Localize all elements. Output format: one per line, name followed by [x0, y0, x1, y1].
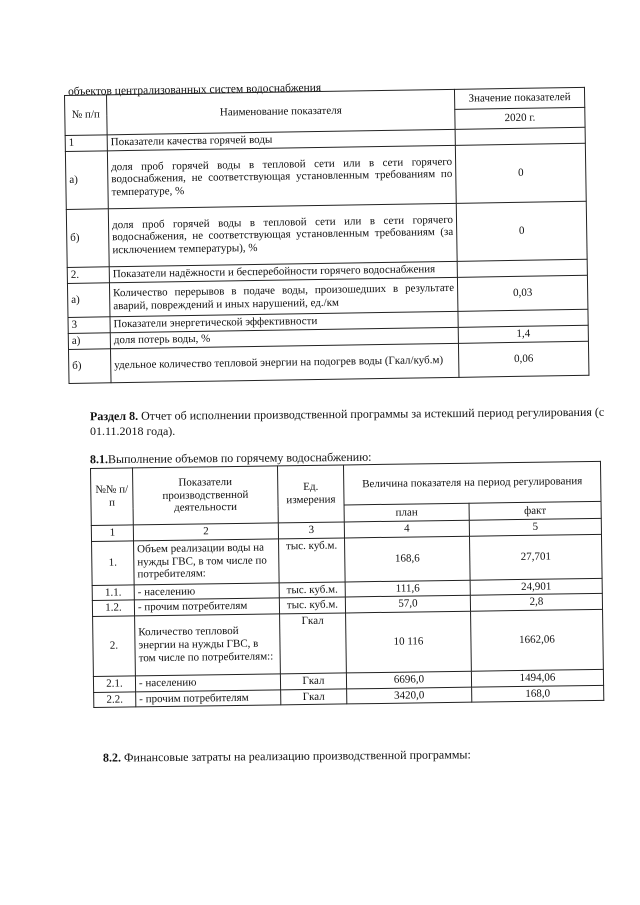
indicators-table	[64, 87, 589, 384]
row-fact: 1662,06	[471, 609, 604, 671]
row-num: 1.	[92, 541, 135, 586]
row-num: 2.	[67, 267, 109, 284]
row-plan: 10 116	[346, 611, 472, 673]
row-unit: тыс. куб.м.	[279, 582, 345, 599]
idx-cell: 1	[91, 525, 133, 541]
row-plan: 111,6	[345, 580, 470, 597]
subsection-82	[103, 747, 471, 765]
row-num: 1.2.	[92, 600, 134, 616]
subsection-81-label: 8.1.	[89, 452, 109, 467]
section8-text2: 01.11.2018 года).	[90, 424, 176, 438]
col-year-header: 2020 г.	[455, 107, 585, 129]
row-value: 1,4	[458, 325, 588, 343]
row-num: 1.1.	[92, 585, 134, 601]
section-title: Показатели качества горячей воды	[107, 129, 455, 150]
row-name: доля проб горячей воды в тепловой сети или в сети горячего водоснабжения, не соответствующая установленным требованиям по температуре, %	[107, 145, 456, 208]
row-name: - населению	[134, 583, 279, 601]
section8-label: Раздел 8.	[89, 408, 139, 424]
idx-cell: 4	[344, 520, 469, 537]
subsection-82-text: Финансовые затраты на реализацию производственной программы:	[120, 747, 471, 765]
row-name: - прочим потребителям	[136, 689, 281, 707]
row-num: б)	[66, 209, 109, 268]
row-plan: 6696,0	[346, 671, 471, 688]
section8-text: Отчет об исполнении производственной программы за истекший период регулирования (с	[138, 404, 605, 423]
idx-cell: 3	[278, 522, 344, 539]
h-plan: план	[344, 503, 469, 522]
row-num: 1	[65, 135, 107, 152]
row-value: 0,06	[458, 341, 589, 377]
row-fact: 168,0	[472, 685, 604, 702]
section8-heading	[90, 405, 604, 424]
row-name: удельное количество тепловой энергии на подогрев воды (Гкал/куб.м)	[110, 343, 458, 382]
row-fact: 2,8	[470, 594, 602, 611]
col-num-header: № п/п	[65, 95, 108, 136]
section-title: Показатели надёжности и бесперебойности горячего водоснабжения	[109, 261, 457, 282]
row-name: доля проб горячей воды в тепловой сети или в сети горячего водоснабжения, не соответствующая установленным требованиям (за исключением температуры), %	[108, 203, 457, 266]
col-value-header: Значение показателей	[454, 87, 584, 109]
row-plan: 168,6	[344, 536, 470, 582]
row-value: 0	[456, 201, 587, 261]
row-name: Количество тепловой энергии на нужды ГВС, в том числе по потребителям::	[135, 614, 281, 676]
row-num: 2.	[93, 616, 136, 677]
volumes-table	[90, 461, 604, 708]
row-name: доля потерь воды, %	[110, 327, 458, 348]
row-name: Количество перерывов в подаче воды, произошедших в результате аварий, повреждений и иных нарушений, ед./км	[109, 277, 457, 316]
row-value: 0,03	[457, 275, 588, 311]
row-plan: 3420,0	[347, 687, 472, 704]
row-num: а)	[65, 151, 108, 210]
row-fact: 24,901	[470, 578, 602, 595]
row-num: 2.1.	[93, 676, 135, 692]
row-num: 3	[68, 317, 110, 334]
h-period: Величина показателя на период регулирования	[343, 461, 601, 505]
row-unit: тыс. куб.м.	[279, 538, 346, 583]
subsection-82-label: 8.2.	[102, 750, 122, 765]
row-name: - прочим потребителям	[134, 598, 279, 616]
row-unit: тыс. куб.м.	[279, 597, 345, 614]
h-fact: факт	[469, 501, 601, 520]
section-title: Показатели энергетической эффективности	[110, 311, 458, 332]
col-name-header: Наименование показателя	[107, 89, 456, 134]
row-unit: Гкал	[280, 613, 347, 674]
row-name: - населению	[135, 674, 280, 692]
h-indicators: Показатели производственной деятельности	[133, 466, 279, 525]
row-unit: Гкал	[281, 689, 347, 706]
h-unit: Ед. измерения	[277, 465, 344, 523]
row-num: а)	[68, 333, 110, 350]
heading-top: объектов централизованных систем водоснабжения	[67, 82, 322, 98]
row-num: 2.2.	[94, 691, 136, 707]
row-unit: Гкал	[280, 673, 346, 690]
h-num: №№ п/п	[91, 468, 134, 526]
row-num: а)	[67, 283, 110, 318]
idx-cell: 5	[469, 518, 601, 535]
row-plan: 57,0	[345, 595, 470, 612]
row-fact: 1494,06	[471, 669, 603, 686]
row-fact: 27,701	[469, 534, 602, 580]
row-num: б)	[68, 349, 111, 384]
row-name: Объем реализации воды на нужды ГВС, в том числе по потребителям:	[134, 539, 280, 585]
idx-cell: 2	[133, 523, 278, 541]
row-value: 0	[455, 143, 586, 203]
subsection-81-text: Выполнение объемов по горячему водоснабжению:	[107, 449, 372, 467]
